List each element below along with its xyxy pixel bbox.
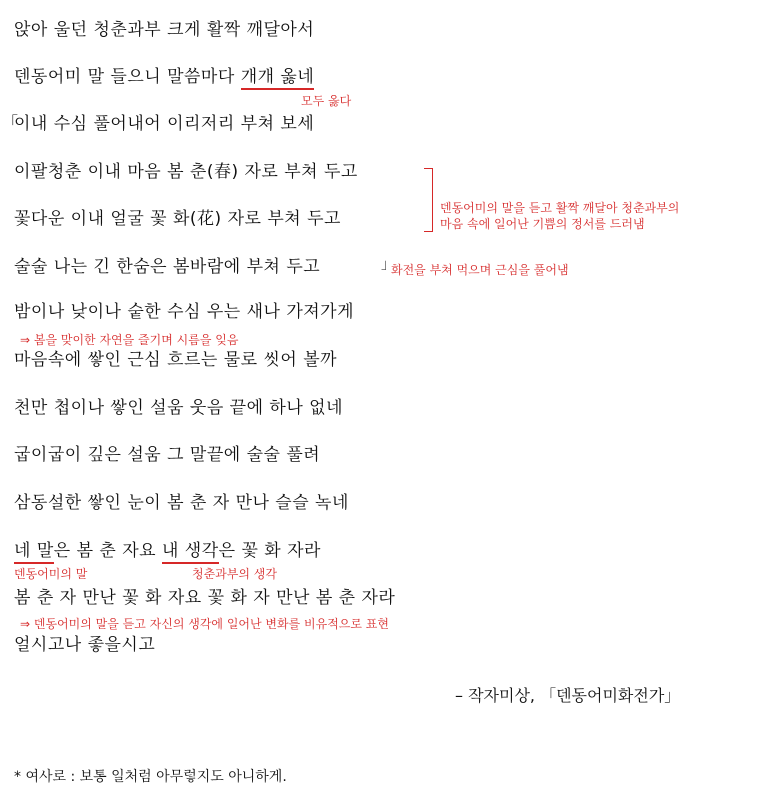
poem-line-7: 밤이나 낮이나 숱한 수심 우는 새나 가져가게 [14,302,355,322]
poem-line-2-prefix: 덴동어미 말 들으니 말씀마다 [14,67,241,87]
poem-line-12-end: 은 꽃 화 자라 [218,541,321,561]
annotation-dendong-words: 덴동어미의 말 [14,567,88,581]
poem-line-9: 천만 첩이나 쌓인 설움 웃음 끝에 하나 없네 [14,398,344,418]
annotation-hwajeon: 화전을 부쳐 먹으며 근심을 풀어냄 [391,263,569,277]
underlined-phrase-gaegae: 개개 옳네 [241,67,315,90]
annotation-forget-sorrow: ⇒ 봄을 맞이한 자연을 즐기며 시름을 잊음 [20,333,239,347]
annotation-brace [424,168,433,232]
poem-line-12-mid: 은 봄 춘 자요 [53,541,162,561]
poem-line-10: 굽이굽이 깊은 설움 그 말끝에 술술 풀려 [14,445,321,465]
source-citation: – 작자미상, 「덴동어미화전가」 [455,686,681,705]
poem-line-1: 앉아 울던 청춘과부 크게 활짝 깨달아서 [14,20,315,40]
poem-line-4: 이팔청춘 이내 마음 봄 춘(春) 자로 부쳐 두고 [14,162,358,182]
annotation-widow-thought: 청춘과부의 생각 [192,567,277,581]
open-bracket: 「 [2,113,19,132]
annotation-metaphor: ⇒ 덴동어미의 말을 듣고 자신의 생각에 일어난 변화를 비유적으로 표현 [20,617,389,631]
poem-line-11: 삼동설한 쌓인 눈이 봄 춘 자 만나 슬슬 녹네 [14,493,349,513]
poem-line-2 [14,66,314,88]
poem-line-14: 얼시고나 좋을시고 [14,635,156,655]
poem-line-6: 술술 나는 긴 한숨은 봄바람에 부쳐 두고 [14,257,321,277]
underlined-phrase-your-words: 네 말 [14,541,54,564]
poem-line-8: 마음속에 쌓인 근심 흐르는 물로 씻어 볼까 [14,350,338,370]
annotation-all-right: 모두 옳다 [301,94,352,108]
close-bracket: 」 [381,257,395,273]
annotation-joy-line-1: 덴동어미의 말을 듣고 활짝 깨달아 청춘과부의 [440,201,680,215]
poem-line-13: 봄 춘 자 만난 꽃 화 자요 꽃 화 자 만난 봄 춘 자라 [14,588,396,608]
underlined-phrase-my-thought: 내 생각 [162,541,219,564]
annotation-joy-line-2: 마음 속에 일어난 기쁨의 정서를 드러냄 [440,217,645,231]
poem-line-3: 이내 수심 풀어내어 이리저리 부쳐 보세 [14,114,315,134]
poem-line-12 [14,540,321,562]
footnote: * 여사로 : 보통 일처럼 아무렇지도 아니하게. [14,769,287,785]
poem-line-5: 꽃다운 이내 얼굴 꽃 화(花) 자로 부쳐 두고 [14,209,341,229]
